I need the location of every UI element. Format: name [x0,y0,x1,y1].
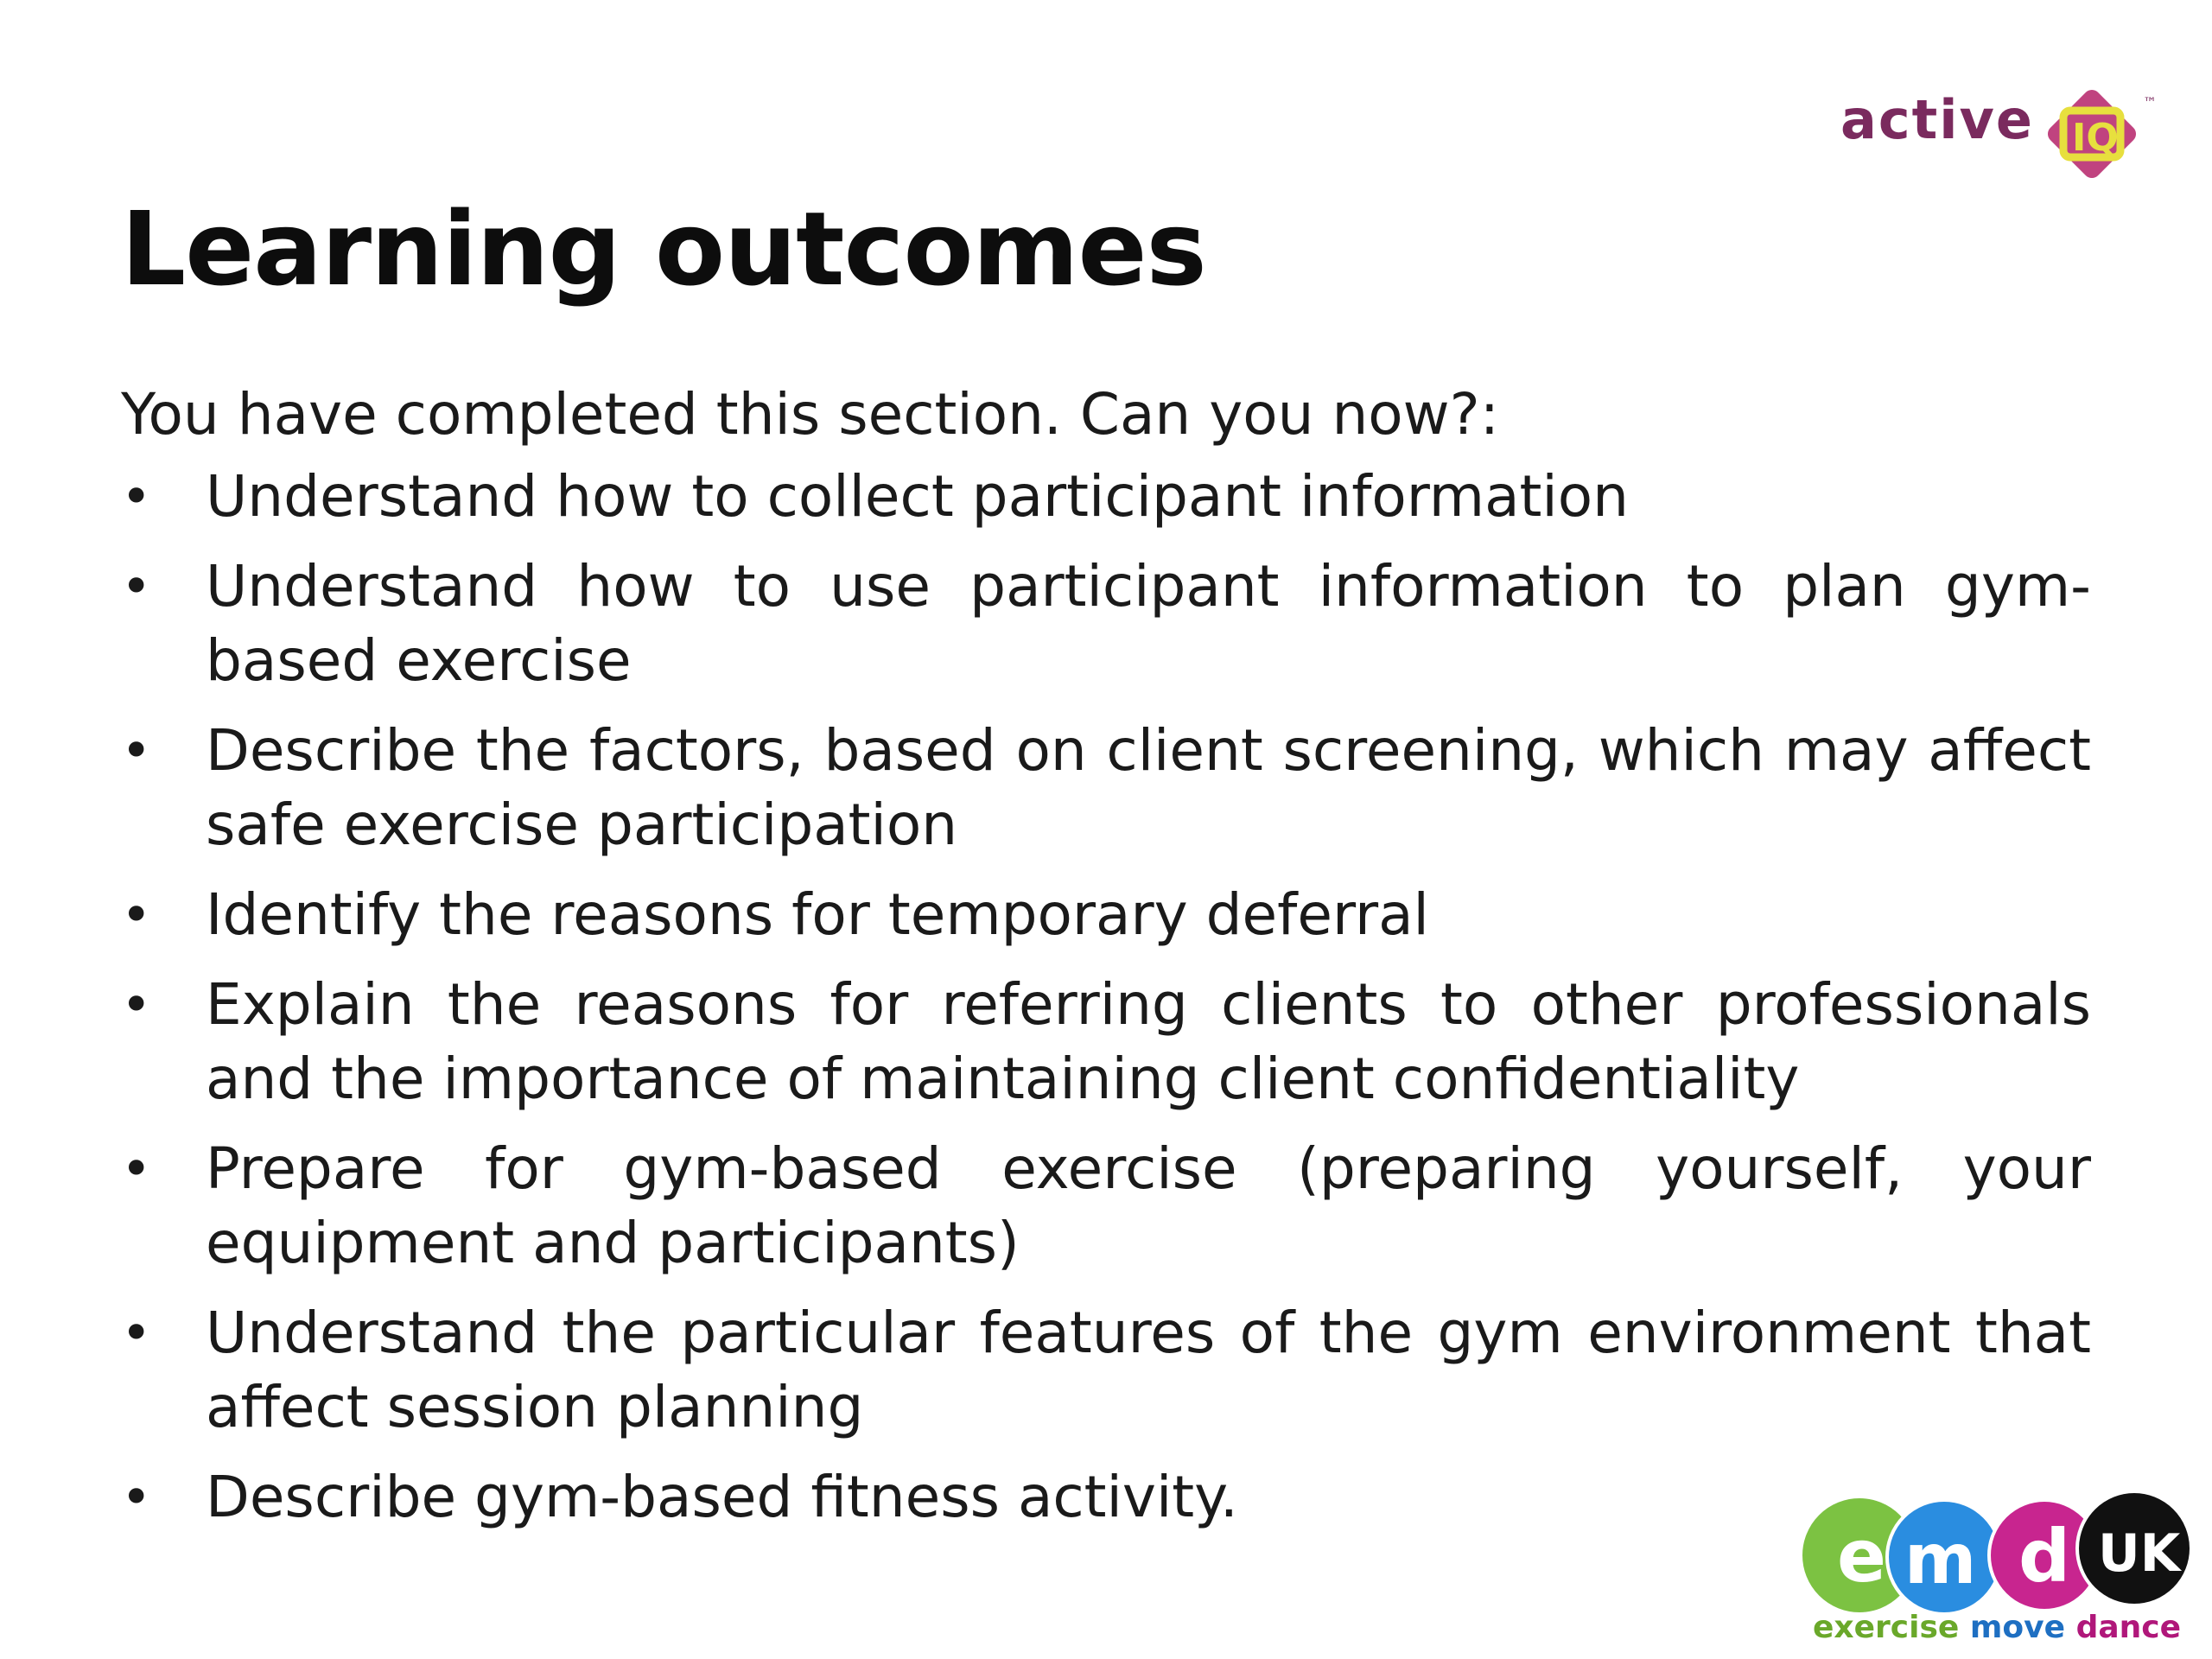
activeiq-diamond-icon [2044,86,2139,181]
outcome-item [121,1132,2091,1281]
activeiq-wordmark: active [1840,88,2034,151]
slide-body [121,370,2091,1535]
outcome-item [121,1296,2091,1445]
outcome-text: Describe the factors, based on client screening, which may affect safe exercise participation [206,717,2091,858]
outcome-text: Explain the reasons for referring clients to other professionals and the importance of maintaining client confidentiality [206,971,2091,1112]
emduk-letter-m: m [1904,1519,1977,1599]
outcome-item [121,968,2091,1116]
bullet-icon: • [121,975,152,1035]
emduk-tagline [1813,1609,2181,1647]
outcome-text: Prepare for gym-based exercise (preparing yourself, your equipment and participants) [206,1135,2091,1276]
outcome-text: Understand how to collect participant information [206,463,1629,530]
outcome-item [121,878,2091,952]
outcome-text: Describe gym-based fitness activity. [206,1464,1238,1530]
outcome-text: Identify the reasons for temporary deferral [206,881,1429,948]
tagline-exercise: exercise [1813,1610,1960,1645]
activeiq-logo [1832,76,2177,206]
bullet-icon: • [121,1467,152,1528]
emduk-letter-e: e [1837,1514,1886,1599]
outcome-item [121,714,2091,862]
outcome-text: Understand how to use participant information to plan gym-based exercise [206,553,2091,694]
slide-title: Learning outcomes [121,189,1206,308]
activeiq-mark: IQ [2072,116,2119,160]
outcome-item [121,460,2091,534]
outcomes-list [121,460,2091,1535]
outcome-item [121,550,2091,698]
bullet-icon: • [121,467,152,527]
outcome-text: Understand the particular features of the gym environment that affect session planning [206,1300,2091,1440]
emduk-letters-uk: UK [2098,1523,2181,1584]
trademark-symbol: ™ [2143,94,2157,111]
bullet-icon: • [121,1303,152,1363]
tagline-move: move [1969,1610,2066,1645]
activeiq-logo-graphic [1832,76,2177,206]
tagline-dance: dance [2075,1610,2182,1645]
bullet-icon: • [121,721,152,781]
intro-text: You have completed this section. Can you now?: [121,381,1499,448]
bullet-icon: • [121,885,152,945]
bullet-icon: • [121,556,152,617]
emduk-letter-d: d [2018,1514,2071,1599]
bullet-icon: • [121,1139,152,1199]
